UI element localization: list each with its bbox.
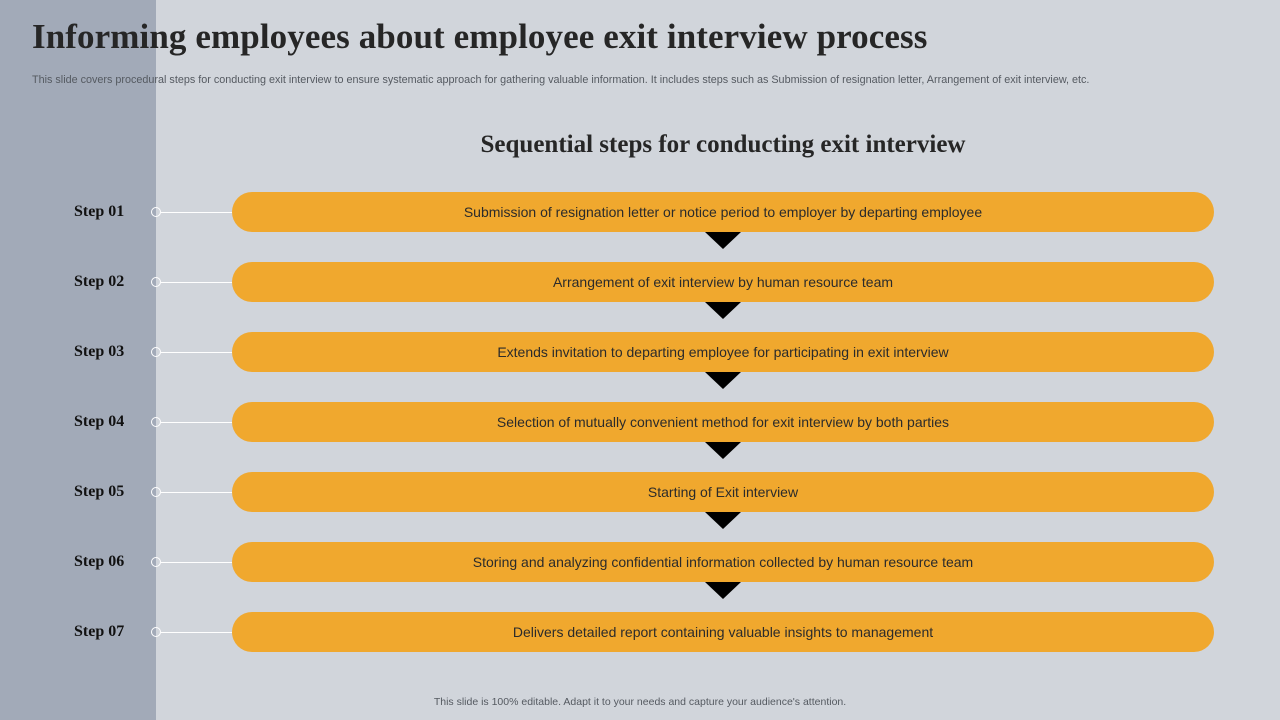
step-row (0, 262, 1280, 302)
connector-dot (151, 207, 161, 217)
connector-dot (151, 277, 161, 287)
connector-line (161, 562, 233, 563)
down-arrow-icon (705, 512, 741, 529)
slide-subtitle: This slide covers procedural steps for conducting exit interview to ensure systematic approach for gathering valuable information. It includes steps such as Submission of resignation letter, Arrangement of exit interview, etc. (32, 74, 1090, 86)
step-pill: Selection of mutually convenient method for exit interview by both parties (232, 402, 1214, 442)
connector-line (161, 492, 233, 493)
step-pill: Starting of Exit interview (232, 472, 1214, 512)
connector-line (161, 422, 233, 423)
down-arrow-icon (705, 302, 741, 319)
footer-note: This slide is 100% editable. Adapt it to your needs and capture your audience's attention. (433, 696, 847, 708)
connector-dot (151, 487, 161, 497)
step-row (0, 192, 1280, 232)
section-heading: Sequential steps for conducting exit interview (480, 131, 966, 158)
connector-line (161, 212, 233, 213)
connector-line (161, 632, 233, 633)
step-label: Step 03 (74, 343, 125, 360)
down-arrow-icon (705, 442, 741, 459)
step-row (0, 542, 1280, 582)
step-pill: Extends invitation to departing employee for participating in exit interview (232, 332, 1214, 372)
connector-dot (151, 557, 161, 567)
step-row (0, 332, 1280, 372)
step-pill: Arrangement of exit interview by human resource team (232, 262, 1214, 302)
step-row (0, 402, 1280, 442)
connector-dot (151, 417, 161, 427)
connector-dot (151, 347, 161, 357)
step-label: Step 04 (74, 413, 125, 430)
step-row (0, 612, 1280, 652)
step-row (0, 472, 1280, 512)
step-label: Step 01 (74, 203, 125, 220)
step-label: Step 07 (74, 623, 125, 640)
connector-line (161, 282, 233, 283)
step-pill: Delivers detailed report containing valuable insights to management (232, 612, 1214, 652)
down-arrow-icon (705, 582, 741, 599)
connector-line (161, 352, 233, 353)
step-label: Step 02 (74, 273, 125, 290)
step-pill: Submission of resignation letter or notice period to employer by departing employee (232, 192, 1214, 232)
step-pill: Storing and analyzing confidential information collected by human resource team (232, 542, 1214, 582)
step-label: Step 05 (74, 483, 125, 500)
connector-dot (151, 627, 161, 637)
step-label: Step 06 (74, 553, 125, 570)
down-arrow-icon (705, 372, 741, 389)
slide-title: Informing employees about employee exit interview process (32, 17, 928, 56)
down-arrow-icon (705, 232, 741, 249)
